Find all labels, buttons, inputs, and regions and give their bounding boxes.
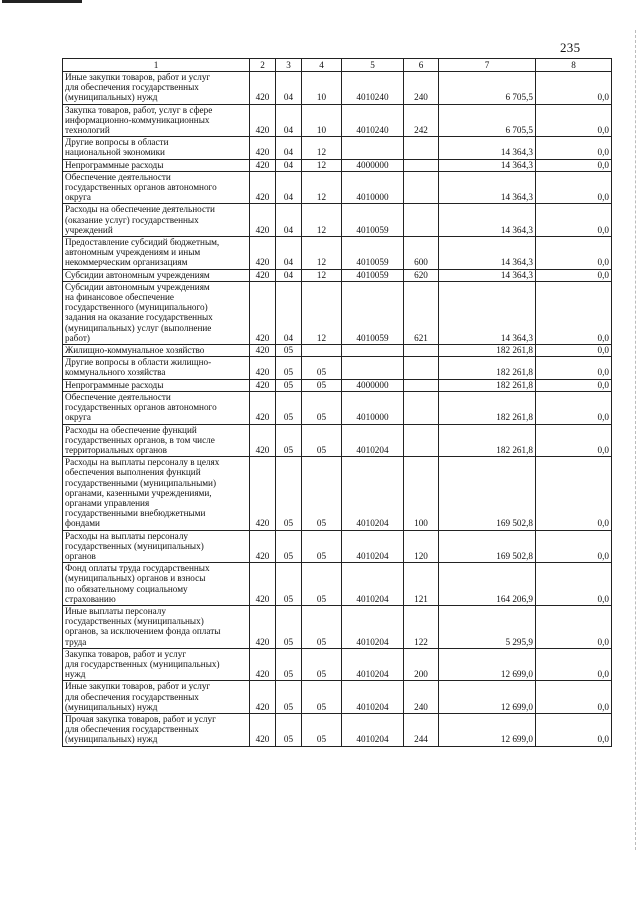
amount-secondary: 0,0: [536, 159, 612, 171]
row-label-line: автономным учреждениям и иным: [65, 247, 201, 258]
row-label-line: государственными (муниципальными): [65, 477, 217, 488]
code-chapter: 420: [250, 379, 276, 391]
code-subsection: 05: [302, 563, 342, 606]
row-label-line: Расходы на обеспечение функций: [65, 424, 197, 435]
code-section: 04: [276, 104, 302, 137]
row-label-line: труда: [65, 636, 87, 647]
code-section: 05: [276, 379, 302, 391]
row-label: [63, 357, 250, 379]
code-target-article: 4010204: [342, 681, 404, 714]
code-subsection: 12: [302, 171, 342, 204]
amount-secondary: 0,0: [536, 237, 612, 270]
table-row: [63, 204, 612, 237]
code-chapter: 420: [250, 391, 276, 424]
row-label: [63, 457, 250, 530]
code-subsection: 05: [302, 605, 342, 648]
row-label: [63, 159, 250, 171]
amount-secondary: 0,0: [536, 72, 612, 105]
amount-secondary: 0,0: [536, 457, 612, 530]
header-cell: 2: [250, 59, 276, 72]
code-chapter: 420: [250, 204, 276, 237]
amount-secondary: 0,0: [536, 357, 612, 379]
row-label-line: (муниципальных) органов и взносы: [65, 573, 206, 584]
row-label-line: Закупка товаров, работ и услуг: [65, 648, 187, 659]
code-section: 04: [276, 237, 302, 270]
row-label-line: органов, за исключением фонда оплаты: [65, 626, 221, 637]
code-expense-type: 240: [404, 681, 439, 714]
code-section: 05: [276, 563, 302, 606]
code-subsection: 12: [302, 269, 342, 281]
code-subsection: 05: [302, 648, 342, 681]
amount-secondary: 0,0: [536, 648, 612, 681]
amount-secondary: 0,0: [536, 391, 612, 424]
header-row: [63, 59, 612, 72]
amount-value: 182 261,8: [439, 379, 536, 391]
code-target-article: [342, 137, 404, 159]
code-chapter: 420: [250, 681, 276, 714]
code-target-article: 4000000: [342, 379, 404, 391]
header-cell: 1: [63, 59, 250, 72]
amount-secondary: 0,0: [536, 345, 612, 357]
table-row: [63, 713, 612, 746]
row-label-line: Расходы на выплаты персоналу: [65, 530, 189, 541]
budget-table: [62, 58, 612, 747]
row-label-line: государственного (муниципального): [65, 302, 208, 313]
table-row: [63, 457, 612, 530]
table-row: [63, 137, 612, 159]
row-label-line: Закупка товаров, работ, услуг в сфере: [65, 104, 213, 115]
code-subsection: 12: [302, 281, 342, 344]
row-label-line: органами управления: [65, 497, 150, 508]
amount-value: 169 502,8: [439, 530, 536, 563]
row-label-line: обеспечения выполнения функций: [65, 467, 201, 478]
amount-value: 14 364,3: [439, 137, 536, 159]
code-expense-type: 120: [404, 530, 439, 563]
amount-secondary: 0,0: [536, 530, 612, 563]
code-subsection: 05: [302, 357, 342, 379]
row-label: [63, 237, 250, 270]
amount-value: 14 364,3: [439, 237, 536, 270]
table-row: [63, 681, 612, 714]
code-section: 04: [276, 72, 302, 105]
code-expense-type: [404, 171, 439, 204]
amount-secondary: 0,0: [536, 605, 612, 648]
code-expense-type: [404, 391, 439, 424]
amount-value: 14 364,3: [439, 204, 536, 237]
code-chapter: 420: [250, 104, 276, 137]
code-target-article: 4010059: [342, 281, 404, 344]
code-expense-type: 242: [404, 104, 439, 137]
amount-secondary: 0,0: [536, 681, 612, 714]
amount-value: 14 364,3: [439, 281, 536, 344]
row-label-line: Иные выплаты персоналу: [65, 605, 166, 616]
code-subsection: [302, 345, 342, 357]
amount-value: 12 699,0: [439, 681, 536, 714]
table-body: [63, 72, 612, 747]
row-label-line: для обеспечения государственных: [65, 691, 199, 702]
code-target-article: 4010000: [342, 391, 404, 424]
code-expense-type: 240: [404, 72, 439, 105]
code-chapter: 420: [250, 171, 276, 204]
table-row: [63, 269, 612, 281]
amount-secondary: 0,0: [536, 424, 612, 457]
row-label: [63, 204, 250, 237]
row-label-line: фондами: [65, 518, 100, 529]
code-chapter: 420: [250, 357, 276, 379]
header-cell: 5: [342, 59, 404, 72]
table-row: [63, 345, 612, 357]
code-expense-type: 122: [404, 605, 439, 648]
row-label-line: Жилищно-коммунальное хозяйство: [65, 345, 205, 356]
table-row: [63, 605, 612, 648]
row-label-line: государственных органов, в том числе: [65, 434, 215, 445]
row-label: [63, 345, 250, 357]
code-target-article: 4010059: [342, 204, 404, 237]
code-chapter: 420: [250, 137, 276, 159]
code-expense-type: 200: [404, 648, 439, 681]
code-expense-type: 621: [404, 281, 439, 344]
code-chapter: 420: [250, 563, 276, 606]
amount-secondary: 0,0: [536, 281, 612, 344]
row-label-line: Иные закупки товаров, работ и услуг: [65, 72, 211, 82]
row-label: [63, 269, 250, 281]
header-cell: 4: [302, 59, 342, 72]
row-label-line: для обеспечения государственных: [65, 724, 199, 735]
code-section: 04: [276, 171, 302, 204]
amount-secondary: 0,0: [536, 269, 612, 281]
table-row: [63, 379, 612, 391]
code-expense-type: 244: [404, 713, 439, 746]
amount-value: 12 699,0: [439, 713, 536, 746]
amount-value: 164 206,9: [439, 563, 536, 606]
row-label: [63, 171, 250, 204]
code-subsection: 05: [302, 457, 342, 530]
code-target-article: 4000000: [342, 159, 404, 171]
code-expense-type: [404, 379, 439, 391]
amount-value: 182 261,8: [439, 357, 536, 379]
code-subsection: 10: [302, 72, 342, 105]
row-label-line: нужд: [65, 669, 86, 680]
code-subsection: 12: [302, 159, 342, 171]
code-expense-type: [404, 204, 439, 237]
code-subsection: 05: [302, 424, 342, 457]
row-label: [63, 104, 250, 137]
row-label-line: коммунального хозяйства: [65, 367, 166, 378]
code-chapter: 420: [250, 605, 276, 648]
code-chapter: 420: [250, 345, 276, 357]
row-label-line: страхованию: [65, 593, 116, 604]
row-label-line: (муниципальных) нужд: [65, 92, 158, 103]
row-label-line: по обязательному социальному: [65, 583, 188, 594]
code-expense-type: 620: [404, 269, 439, 281]
row-label: [63, 424, 250, 457]
header-cell: 8: [536, 59, 612, 72]
code-section: 05: [276, 424, 302, 457]
row-label: [63, 681, 250, 714]
table-row: [63, 563, 612, 606]
row-label: [63, 72, 250, 105]
amount-secondary: 0,0: [536, 563, 612, 606]
code-target-article: 4010204: [342, 457, 404, 530]
row-label-line: органов: [65, 550, 96, 561]
page-number: 235: [560, 40, 581, 55]
code-target-article: [342, 345, 404, 357]
row-label-line: (муниципальных) нужд: [65, 734, 158, 745]
header-cell: 3: [276, 59, 302, 72]
row-label-line: государственных (муниципальных): [65, 616, 204, 627]
row-label-line: (оказание услуг) государственных: [65, 214, 199, 225]
code-chapter: 420: [250, 457, 276, 530]
table-row: [63, 424, 612, 457]
code-subsection: 12: [302, 204, 342, 237]
row-label: [63, 379, 250, 391]
code-subsection: 12: [302, 237, 342, 270]
row-label-line: для государственных (муниципальных): [65, 658, 220, 669]
row-label-line: Другие вопросы в области: [65, 137, 169, 148]
row-label-line: (муниципальных) услуг (выполнение: [65, 322, 212, 333]
row-label-line: Субсидии автономным учреждениям: [65, 269, 210, 280]
code-section: 04: [276, 159, 302, 171]
code-subsection: 05: [302, 379, 342, 391]
code-chapter: 420: [250, 72, 276, 105]
row-label-line: на финансовое обеспечение: [65, 292, 175, 303]
row-label: [63, 530, 250, 563]
code-expense-type: 600: [404, 237, 439, 270]
row-label-line: Непрограммные расходы: [65, 379, 164, 390]
code-section: 05: [276, 648, 302, 681]
code-target-article: 4010204: [342, 605, 404, 648]
code-target-article: 4010204: [342, 713, 404, 746]
amount-secondary: 0,0: [536, 204, 612, 237]
code-chapter: 420: [250, 237, 276, 270]
code-expense-type: 121: [404, 563, 439, 606]
code-subsection: 05: [302, 713, 342, 746]
code-target-article: [342, 357, 404, 379]
row-label-line: территориальных органов: [65, 444, 167, 455]
row-label-line: Расходы на обеспечение деятельности: [65, 204, 215, 215]
header-cell: 6: [404, 59, 439, 72]
row-label-line: технологий: [65, 125, 110, 136]
table-row: [63, 530, 612, 563]
row-label-line: (муниципальных) нужд: [65, 701, 158, 712]
row-label-line: государственных органов автономного: [65, 182, 217, 193]
amount-value: 14 364,3: [439, 269, 536, 281]
amount-secondary: 0,0: [536, 171, 612, 204]
amount-secondary: 0,0: [536, 104, 612, 137]
code-section: 04: [276, 137, 302, 159]
code-target-article: 4010059: [342, 269, 404, 281]
row-label-line: некоммерческим организациям: [65, 257, 188, 268]
row-label: [63, 391, 250, 424]
code-section: 05: [276, 681, 302, 714]
code-target-article: 4010240: [342, 72, 404, 105]
row-label: [63, 281, 250, 344]
row-label-line: Расходы на выплаты персоналу в целях: [65, 457, 220, 468]
amount-value: 6 705,5: [439, 104, 536, 137]
row-label-line: работ): [65, 332, 90, 343]
table-row: [63, 357, 612, 379]
code-chapter: 420: [250, 424, 276, 457]
row-label: [63, 605, 250, 648]
table-row: [63, 648, 612, 681]
code-section: 05: [276, 391, 302, 424]
scan-edge: [634, 30, 636, 850]
code-target-article: 4010204: [342, 530, 404, 563]
code-chapter: 420: [250, 530, 276, 563]
row-label-line: Прочая закупка товаров, работ и услуг: [65, 713, 216, 724]
amount-secondary: 0,0: [536, 713, 612, 746]
amount-value: 5 295,9: [439, 605, 536, 648]
amount-value: 182 261,8: [439, 424, 536, 457]
code-expense-type: [404, 137, 439, 159]
amount-value: 169 502,8: [439, 457, 536, 530]
code-subsection: 10: [302, 104, 342, 137]
code-section: 05: [276, 530, 302, 563]
row-label: [63, 563, 250, 606]
amount-value: 6 705,5: [439, 72, 536, 105]
code-section: 04: [276, 281, 302, 344]
row-label-line: Непрограммные расходы: [65, 159, 164, 170]
row-label: [63, 648, 250, 681]
row-label: [63, 713, 250, 746]
code-section: 05: [276, 605, 302, 648]
row-label: [63, 137, 250, 159]
code-section: 04: [276, 204, 302, 237]
code-section: 05: [276, 713, 302, 746]
code-expense-type: [404, 357, 439, 379]
row-label-line: Субсидии автономным учреждениям: [65, 281, 210, 292]
row-label-line: округа: [65, 192, 91, 203]
table-row: [63, 237, 612, 270]
row-label-line: государственных (муниципальных): [65, 540, 204, 551]
table-row: [63, 72, 612, 105]
row-label-line: государственных органов автономного: [65, 402, 217, 413]
code-target-article: 4010204: [342, 424, 404, 457]
table-row: [63, 281, 612, 344]
table-row: [63, 104, 612, 137]
table-row: [63, 171, 612, 204]
code-chapter: 420: [250, 648, 276, 681]
amount-value: 12 699,0: [439, 648, 536, 681]
row-label-line: Предоставление субсидий бюджетным,: [65, 237, 220, 248]
code-subsection: 05: [302, 530, 342, 563]
header-cell: 7: [439, 59, 536, 72]
row-label-line: Обеспечение деятельности: [65, 171, 171, 182]
row-label-line: округа: [65, 412, 91, 423]
amount-secondary: 0,0: [536, 379, 612, 391]
amount-value: 14 364,3: [439, 159, 536, 171]
row-label-line: задания на оказание государственных: [65, 312, 213, 323]
code-expense-type: [404, 345, 439, 357]
table-row: [63, 159, 612, 171]
code-target-article: 4010204: [342, 563, 404, 606]
code-expense-type: 100: [404, 457, 439, 530]
amount-value: 182 261,8: [439, 345, 536, 357]
code-expense-type: [404, 424, 439, 457]
code-section: 04: [276, 269, 302, 281]
code-section: 05: [276, 345, 302, 357]
row-label-line: учреждений: [65, 224, 113, 235]
code-target-article: 4010000: [342, 171, 404, 204]
row-label-line: для обеспечения государственных: [65, 82, 199, 93]
code-expense-type: [404, 159, 439, 171]
code-subsection: 05: [302, 681, 342, 714]
code-chapter: 420: [250, 713, 276, 746]
code-target-article: 4010059: [342, 237, 404, 270]
code-section: 05: [276, 457, 302, 530]
amount-value: 14 364,3: [439, 171, 536, 204]
row-label-line: национальной экономики: [65, 147, 165, 158]
row-label-line: Фонд оплаты труда государственных: [65, 563, 210, 574]
code-chapter: 420: [250, 281, 276, 344]
row-label-line: государственными внебюджетными: [65, 508, 206, 519]
amount-secondary: 0,0: [536, 137, 612, 159]
table-row: [63, 391, 612, 424]
top-rule: [2, 0, 82, 3]
code-target-article: 4010204: [342, 648, 404, 681]
row-label-line: Иные закупки товаров, работ и услуг: [65, 681, 211, 692]
row-label-line: органами, казенными учреждениями,: [65, 487, 212, 498]
code-chapter: 420: [250, 159, 276, 171]
code-chapter: 420: [250, 269, 276, 281]
code-target-article: 4010240: [342, 104, 404, 137]
row-label-line: Обеспечение деятельности: [65, 391, 171, 402]
code-section: 05: [276, 357, 302, 379]
code-subsection: 12: [302, 137, 342, 159]
amount-value: 182 261,8: [439, 391, 536, 424]
code-subsection: 05: [302, 391, 342, 424]
row-label-line: Другие вопросы в области жилищно-: [65, 357, 212, 368]
row-label-line: информационно-коммуникационных: [65, 114, 210, 125]
